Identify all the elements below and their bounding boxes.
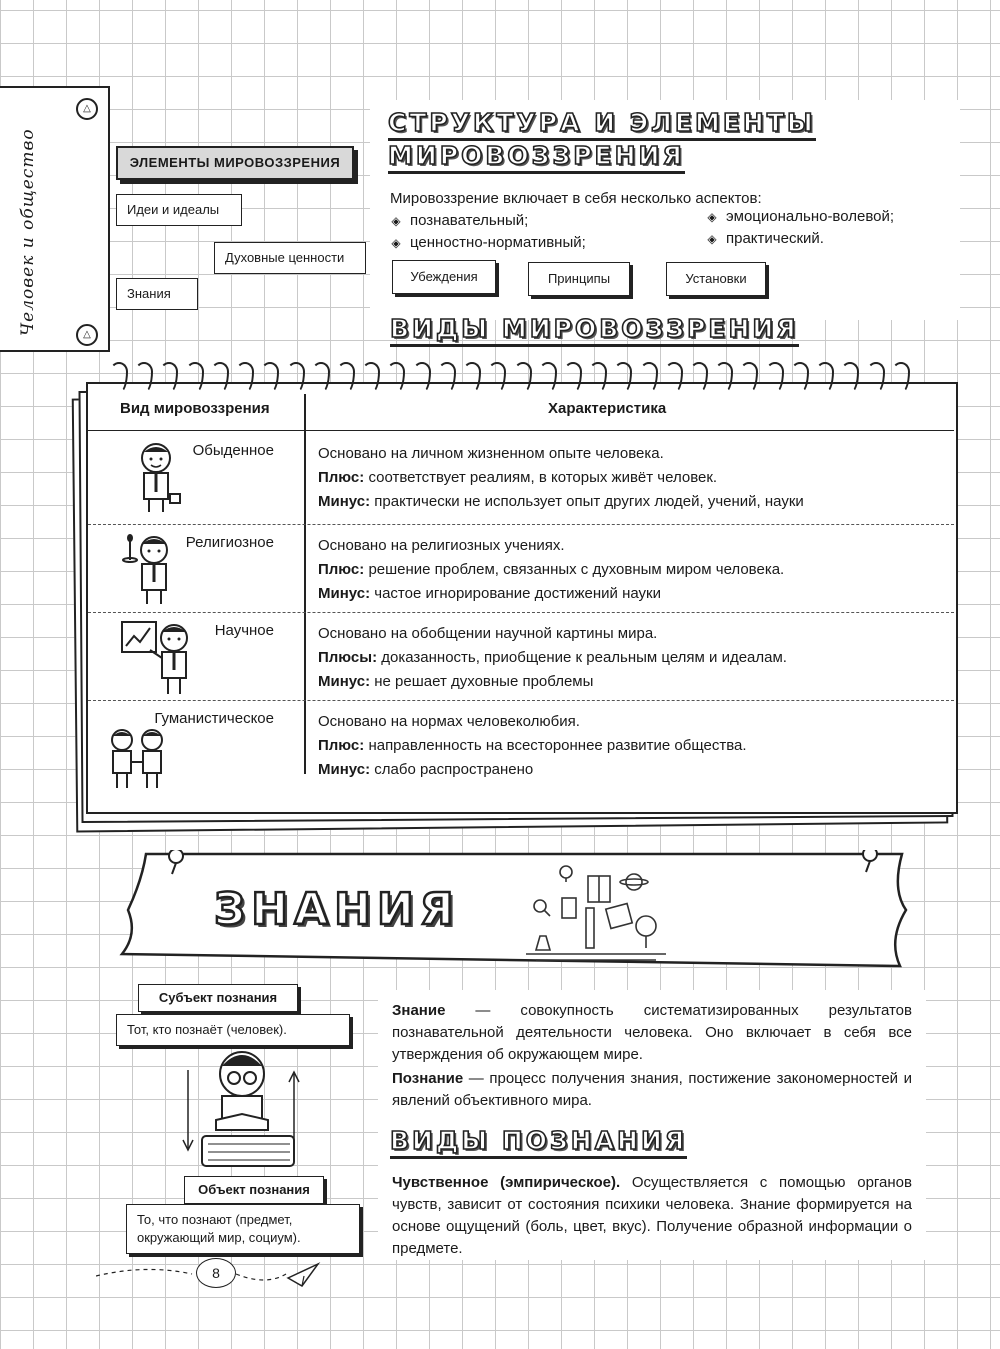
structure-title xyxy=(388,108,816,174)
ring-icon xyxy=(514,362,532,394)
ring-icon xyxy=(867,362,885,394)
ring-icon xyxy=(715,362,733,394)
row-base: Основано на нормах человеколюбия. xyxy=(318,713,580,730)
ring-icon xyxy=(160,362,178,394)
row-plus xyxy=(318,646,787,670)
minus-label: Минус: xyxy=(318,585,371,602)
side-tab xyxy=(0,86,110,352)
minus-text: практически не использует опыт других людей, учений, науки xyxy=(374,493,804,510)
ring-icon xyxy=(211,362,229,394)
ring-icon xyxy=(740,362,758,394)
ring-icon xyxy=(413,362,431,394)
sensory-term: Чувственное (эмпирическое). xyxy=(392,1174,621,1191)
row-characteristic xyxy=(318,622,787,694)
subject-label: Субъект познания xyxy=(138,984,298,1012)
ring-icon xyxy=(236,362,254,394)
triangle-icon: △ xyxy=(76,98,98,120)
aspect-text: эмоционально-волевой; xyxy=(726,208,895,225)
object-text: То, что познают (предмет, окружающий мир, социум). xyxy=(126,1204,360,1254)
diamond-icon: ◈ xyxy=(391,214,401,228)
row-minus xyxy=(318,582,784,606)
aspects-right xyxy=(706,206,894,250)
minus-label: Минус: xyxy=(318,761,371,778)
ring-icon xyxy=(387,362,405,394)
row-kind: Обыденное xyxy=(192,442,274,459)
plus-label: Плюс: xyxy=(318,561,365,578)
diamond-icon: ◈ xyxy=(707,210,717,224)
person-icon xyxy=(132,440,188,514)
ring-icon xyxy=(463,362,481,394)
sensory-text: Осуществляется с помощью органов чувств, зависит от состояния психики человека. Знание формируется на основе ощущений (боль, цвет, вкус). Получение образной информации о предмете. xyxy=(392,1174,912,1257)
page-number: 8 xyxy=(196,1258,236,1288)
row-plus xyxy=(318,734,747,758)
ring-icon xyxy=(312,362,330,394)
sensory-definition xyxy=(392,1172,912,1260)
ring-icon xyxy=(539,362,557,394)
plus-label: Плюсы: xyxy=(318,649,378,666)
minus-text: не решает духовные проблемы xyxy=(374,673,594,690)
knowledge-text: — совокупность систематизированных результатов познавательной деятельности человека. Оно включает в себя все утверждения об окружающем мире. xyxy=(392,1002,912,1063)
diamond-icon: ◈ xyxy=(707,232,717,246)
ring-icon xyxy=(640,362,658,394)
cognition-text: — процесс получения знания, постижение закономерностей и явлений объективного мира. xyxy=(392,1070,912,1109)
row-kind: Гуманистическое xyxy=(154,710,274,727)
row-characteristic xyxy=(318,534,784,606)
knowledge-term: Знание xyxy=(392,1002,446,1019)
divider xyxy=(88,430,954,431)
ring-icon xyxy=(135,362,153,394)
elements-header: ЭЛЕМЕНТЫ МИРОВОЗЗРЕНИЯ xyxy=(116,146,354,180)
ring-icon xyxy=(488,362,506,394)
types-table xyxy=(86,382,958,814)
ring-icon xyxy=(564,362,582,394)
plus-text: решение проблем, связанных с духовным миром человека. xyxy=(368,561,785,578)
ring-icon xyxy=(186,362,204,394)
divider xyxy=(304,394,306,774)
minus-label: Минус: xyxy=(318,673,371,690)
ring-icon xyxy=(337,362,355,394)
plus-label: Плюс: xyxy=(318,469,365,486)
divider xyxy=(88,700,954,701)
row-kind: Научное xyxy=(214,622,274,639)
notebook-rings xyxy=(110,362,910,396)
side-tab-text: Человек и общество xyxy=(18,128,38,336)
ring-icon xyxy=(614,362,632,394)
ring-icon xyxy=(816,362,834,394)
list-item xyxy=(706,206,894,228)
plus-label: Плюс: xyxy=(318,737,365,754)
table-header-kind: Вид мировоззрения xyxy=(120,400,270,417)
row-minus xyxy=(318,758,747,782)
ring-icon xyxy=(261,362,279,394)
ring-icon xyxy=(665,362,683,394)
row-base: Основано на религиозных учениях. xyxy=(318,537,565,554)
structure-title-line2: МИРОВОЗЗРЕНИЯ xyxy=(388,141,685,174)
list-item xyxy=(706,228,894,250)
ring-icon xyxy=(438,362,456,394)
triangle-icon: △ xyxy=(76,324,98,346)
types-title xyxy=(390,314,799,347)
plus-text: доказанность, приобщение к реальным целям и идеалам. xyxy=(381,649,787,666)
plus-text: соответствует реалиям, в которых живёт человек. xyxy=(368,469,718,486)
aspect-text: познавательный; xyxy=(410,212,529,229)
row-plus xyxy=(318,558,784,582)
ring-icon xyxy=(841,362,859,394)
kinds-title xyxy=(390,1126,687,1159)
diamond-icon: ◈ xyxy=(391,236,401,250)
subject-text: Тот, кто познаёт (человек). xyxy=(116,1014,350,1046)
table-header-characteristic: Характеристика xyxy=(548,400,667,417)
minus-text: частое игнорирование достижений науки xyxy=(374,585,662,602)
row-plus xyxy=(318,466,804,490)
aspect-text: практический. xyxy=(726,230,824,247)
reading-person-icon xyxy=(180,1044,320,1178)
handshake-icon xyxy=(108,728,168,794)
row-kind: Религиозное xyxy=(185,534,274,551)
ring-icon xyxy=(892,362,910,394)
cognition-term: Познание xyxy=(392,1070,464,1087)
aspect-text: ценностно-нормативный; xyxy=(410,234,586,251)
chip: Убеждения xyxy=(392,260,496,294)
plus-text: направленность на всестороннее развитие общества. xyxy=(368,737,747,754)
chip: Принципы xyxy=(528,262,630,296)
ring-icon xyxy=(362,362,380,394)
ring-icon xyxy=(690,362,708,394)
ring-icon xyxy=(589,362,607,394)
element-item: Духовные ценности xyxy=(214,242,366,274)
divider xyxy=(88,524,954,525)
divider xyxy=(88,612,954,613)
row-minus xyxy=(318,490,804,514)
person-candle-icon xyxy=(122,532,178,606)
structure-title-line1: СТРУКТУРА И ЭЛЕМЕНТЫ xyxy=(388,108,816,141)
object-label: Объект познания xyxy=(184,1176,324,1204)
ring-icon xyxy=(287,362,305,394)
element-item: Идеи и идеалы xyxy=(116,194,242,226)
aspects-left xyxy=(390,210,586,254)
ring-icon xyxy=(766,362,784,394)
row-base: Основано на личном жизненном опыте человека. xyxy=(318,445,664,462)
list-item xyxy=(390,210,586,232)
row-characteristic xyxy=(318,442,804,514)
ring-icon xyxy=(791,362,809,394)
row-minus xyxy=(318,670,787,694)
paper-plane-icon xyxy=(96,1256,336,1296)
row-characteristic xyxy=(318,710,747,782)
list-item xyxy=(390,232,586,254)
chip: Установки xyxy=(666,262,766,296)
person-chart-icon xyxy=(118,618,198,698)
structure-intro: Мировоззрение включает в себя несколько аспектов: xyxy=(390,190,762,207)
knowledge-definition xyxy=(392,1000,912,1066)
banner-title: ЗНАНИЯ xyxy=(214,884,460,935)
row-base: Основано на обобщении научной картины мира. xyxy=(318,625,658,642)
cognition-definition xyxy=(392,1068,912,1112)
ring-icon xyxy=(110,362,128,394)
minus-text: слабо распространено xyxy=(374,761,534,778)
element-item: Знания xyxy=(116,278,198,310)
minus-label: Минус: xyxy=(318,493,371,510)
types-title-text: ВИДЫ МИРОВОЗЗРЕНИЯ xyxy=(390,314,799,347)
kinds-title-text: ВИДЫ ПОЗНАНИЯ xyxy=(390,1126,687,1159)
